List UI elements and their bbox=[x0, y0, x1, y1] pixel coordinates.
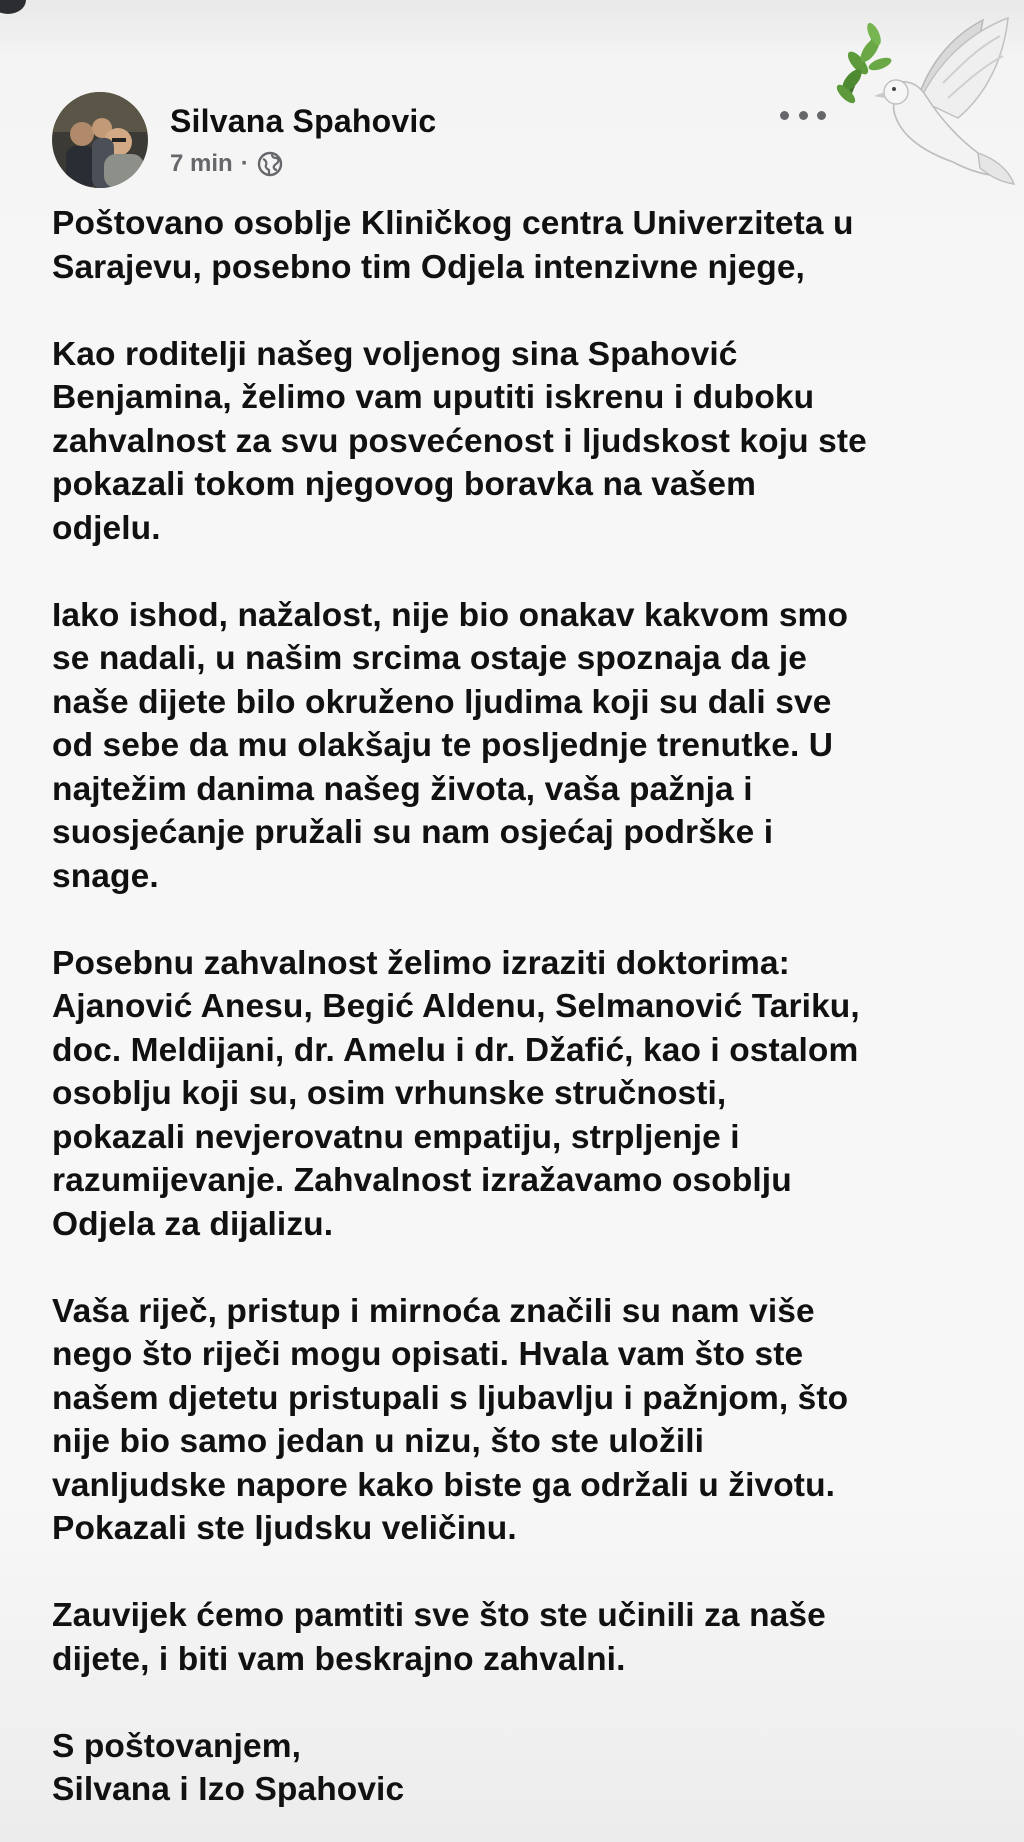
globe-icon bbox=[257, 151, 283, 177]
post-paragraph-signature: S poštovanjem, Silvana i Izo Spahovic bbox=[52, 1727, 405, 1808]
more-dot bbox=[780, 111, 789, 120]
post-time[interactable]: 7 min bbox=[170, 149, 233, 177]
post-header bbox=[52, 90, 436, 190]
post-paragraph-greeting: Poštovano osoblje Kliničkog centra Univerziteta u Sarajevu, posebno tim Odjela intenzivne njege, bbox=[52, 205, 854, 286]
post-paragraph-remember: Zauvijek ćemo pamtiti sve što ste učinili za naše dijete, i biti vam beskrajno zahvalni. bbox=[52, 1597, 826, 1678]
post-paragraph-doctors: Posebnu zahvalnost želimo izraziti doktorima: Ajanović Anesu, Begić Aldenu, Selmanović Tariku, doc. Meldijani, dr. Amelu i dr. Džafić, kao i ostalom osoblju koji su, osim vrhunske stručnosti, pokazali nevjerovatnu empatiju, strpljenje i razumijevanje. Zahvalnost izražavamo osoblju Odjela za dijalizu. bbox=[52, 944, 860, 1243]
separator-dot: · bbox=[240, 149, 249, 177]
post-meta bbox=[170, 103, 436, 178]
post-paragraph-care: Vaša riječ, pristup i mirnoća značili su nam više nego što riječi mogu opisati. Hvala vam što ste našem djetetu pristupali s ljubavlju i pažnjom, što nije bio samo jedan u nizu, što ste uložili vanljudske napore kako biste ga održali u životu. Pokazali ste ljudsku veličinu. bbox=[52, 1292, 849, 1547]
post-body bbox=[52, 202, 982, 1812]
dove-with-olive-branch-icon bbox=[808, 8, 1018, 208]
post-subline bbox=[170, 150, 436, 178]
author-avatar[interactable] bbox=[52, 92, 148, 188]
avatar-photo-icon bbox=[52, 92, 148, 188]
post-paragraph-outcome: Iako ishod, nažalost, nije bio onakav kakvom smo se nadali, u našim srcima ostaje spoznaja da je naše dijete bilo okruženo ljudima koji su dali sve od sebe da mu olakšaju te posljednje trenutke. U najtežim danima našeg života, vaša pažnja i suosjećanje pružali su nam osjećaj podrške i snage. bbox=[52, 596, 849, 895]
author-name[interactable]: Silvana Spahovic bbox=[170, 102, 437, 139]
post-paragraph-gratitude: Kao roditelji našeg voljenog sina Spahović Benjamina, želimo vam uputiti iskrenu i duboku zahvalnost za svu posvećenost i ljudskost koju ste pokazali tokom njegovog boravka na vašem odjelu. bbox=[52, 335, 867, 547]
more-dot bbox=[799, 111, 808, 120]
